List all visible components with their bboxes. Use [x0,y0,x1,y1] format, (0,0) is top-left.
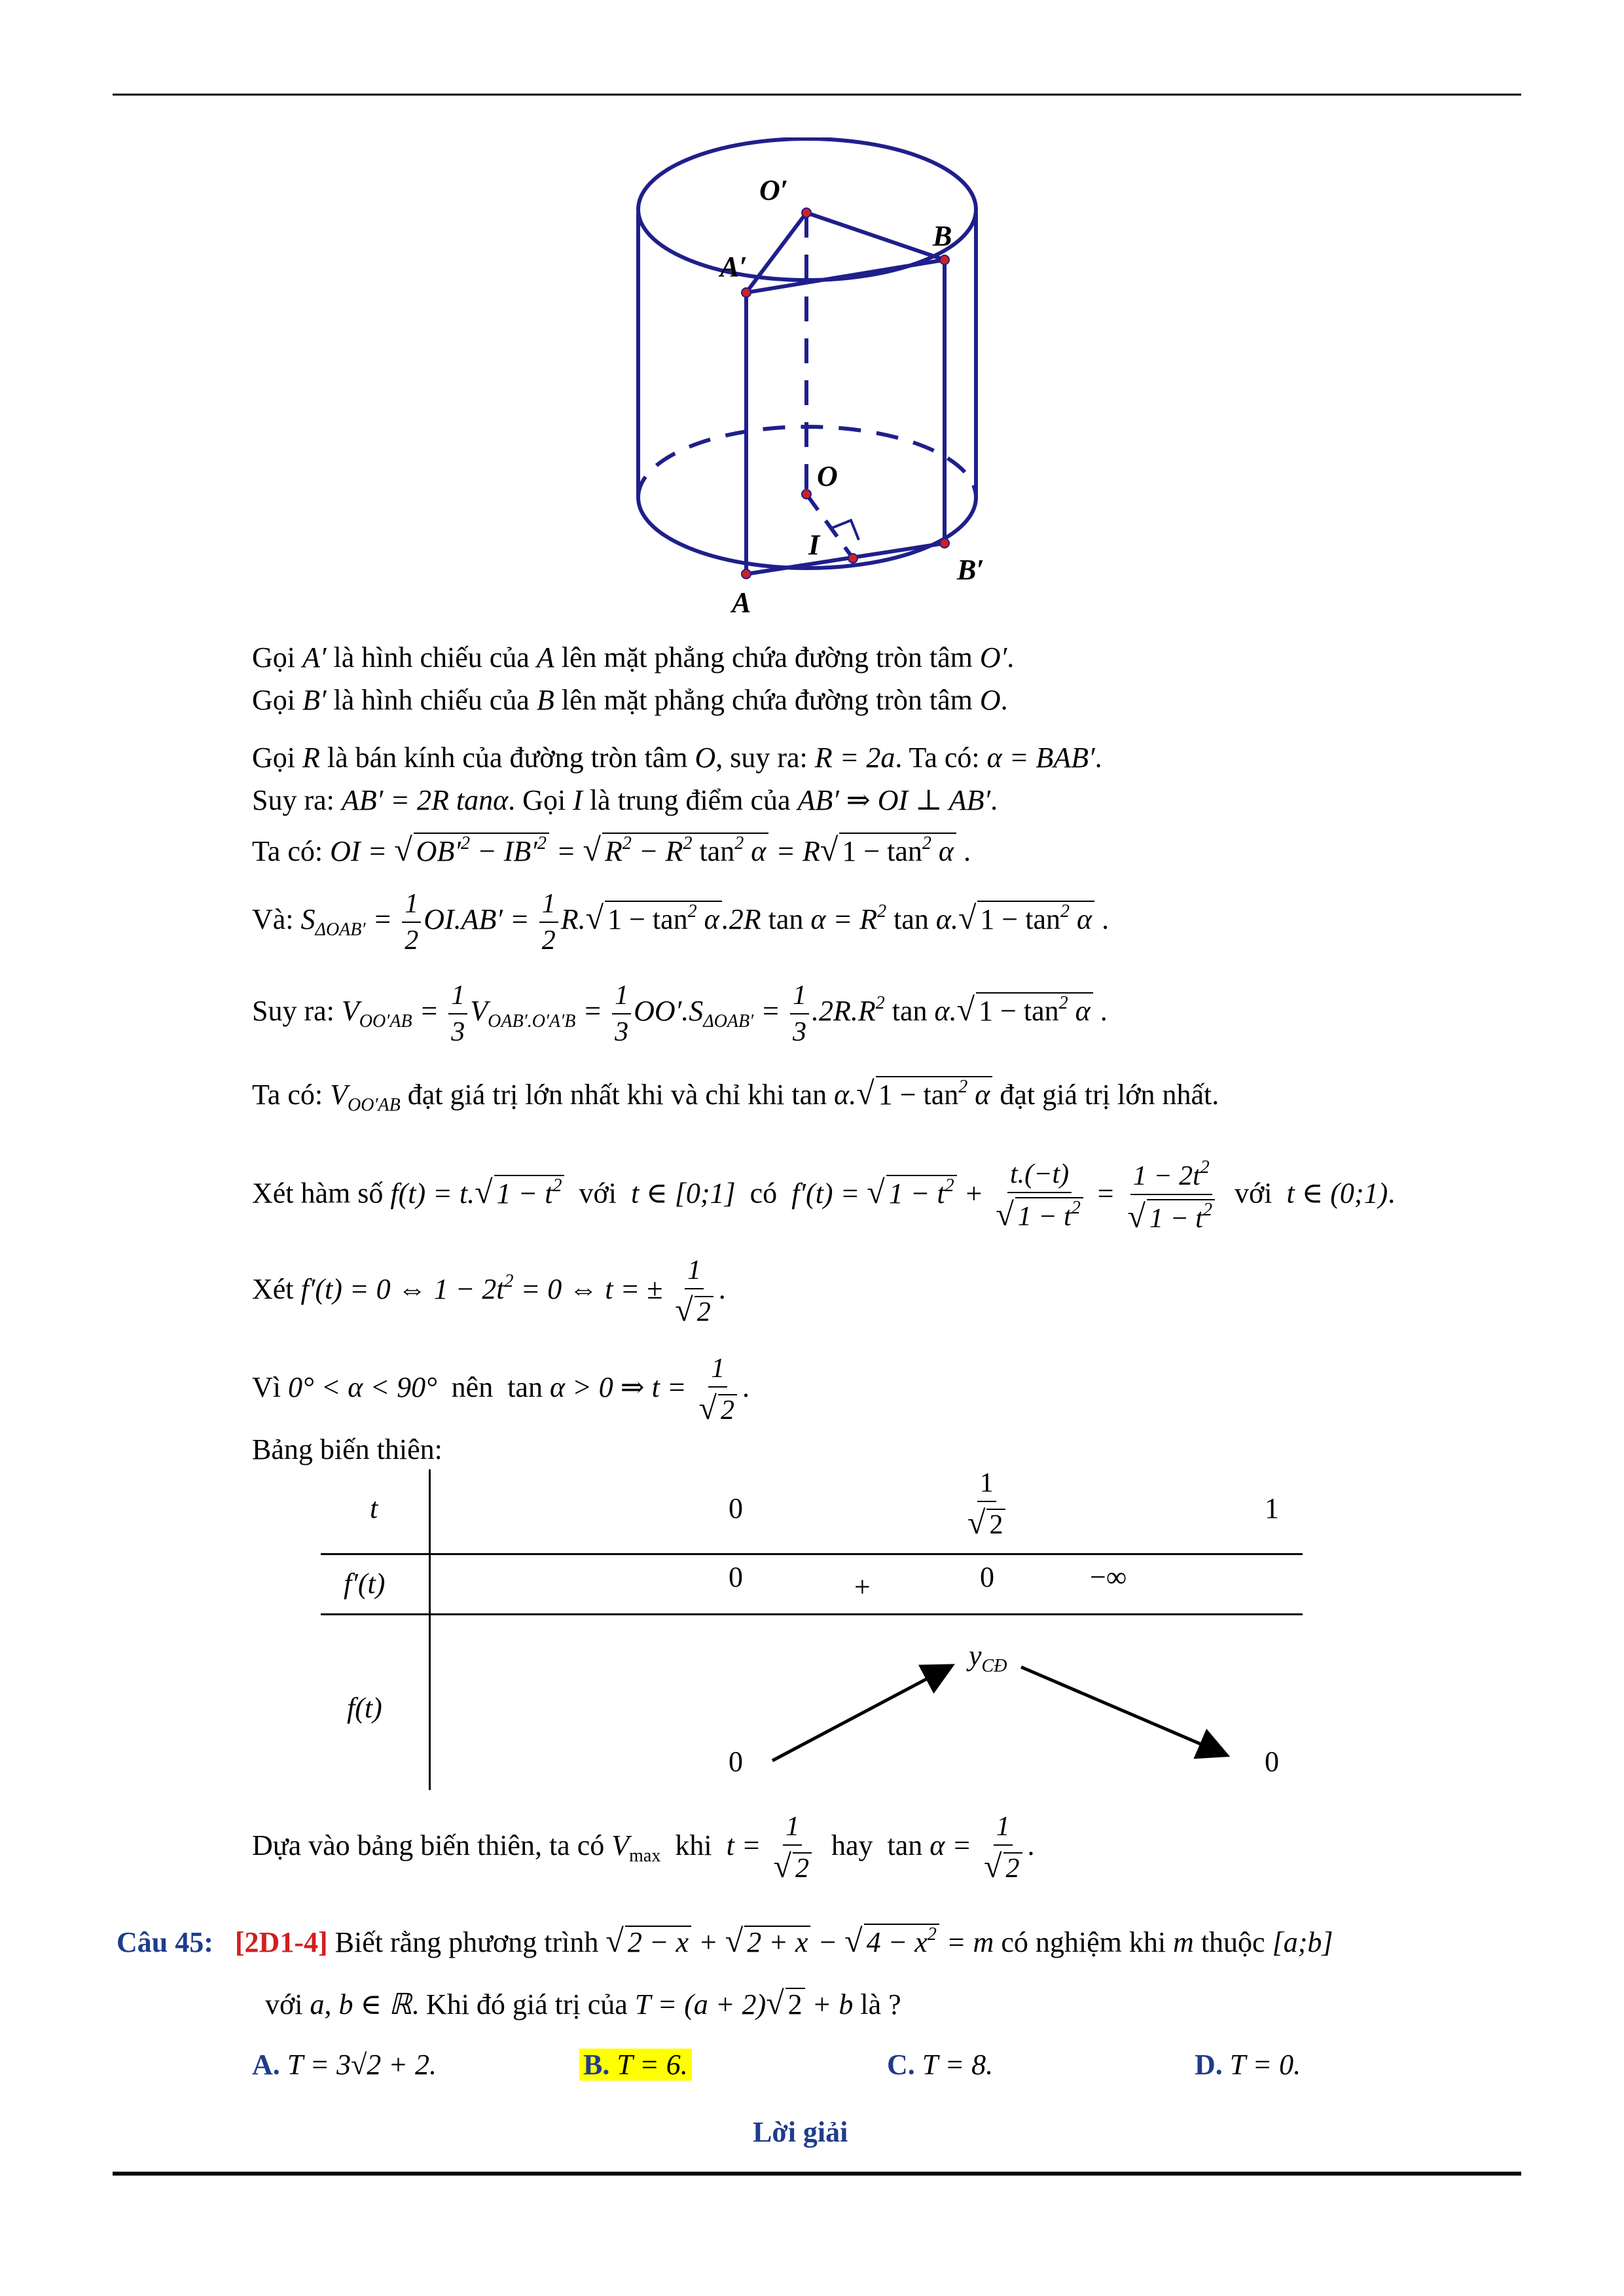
segment-ApB [746,260,945,293]
text-line-12: Bảng biến thiên: [252,1433,442,1465]
question-header: Câu 45: [2D1-4] Biết rằng phương trình √ 2 − x + √ 2 + x − √ $4 - x^2 = m$ có nghiệm khi m thuộc [a;b] [117,1922,1333,1959]
text-line-5: Ta có: OI = √ $OB'^2 - IB'^2$ = √ $R^2 - R^2$ $\tan^2 \alpha = R√$ $1 - \tan^2 \alpha$ . [252,831,971,868]
row-f-label: f(t) [347,1692,382,1724]
row-t-vmid: $\frac{1}{√ 2}$ [962,1469,1011,1540]
bottom-front-arc [638,497,976,568]
table-hline-2 [321,1613,1303,1615]
formula-S: $S_{\Delta OAB'}$ = $\frac{1}{2}$ OI.AB′ = $\frac{1}{2}$ R.√ $1 - \tan^2 \alpha.2R$ $\tan \alpha = R^2$ tan α.√ $1 - \tan^2 \alpha$ [301,903,1095,935]
row-f-top: $y_{CĐ}$ [969,1640,1007,1676]
text-line-6: Và: $S_{\Delta OAB'}$ = $\frac{1}{2}$ OI.AB′ = $\frac{1}{2}$ R.√ $1 - \tan^2 \alpha.2R$ $\tan \alpha = R^2$ tan α.√ $1 - \tan^2 \alpha$ . [252,889,1110,956]
text-line-1: Gọi A′ là hình chiếu của A lên mặt phẳng chứa đường tròn tâm O′. [252,641,1015,673]
solution-label: Lời giải [753,2116,848,2148]
row-fp-v0: 0 [729,1561,743,1593]
point-B [940,255,949,264]
arrow-down [1021,1667,1224,1754]
segment-OpB [806,213,945,260]
row-t-v1: 1 [1265,1492,1279,1524]
option-d[interactable]: D. T = 0. [1195,2049,1301,2081]
label-I: I [808,529,820,561]
variation-arrows [753,1649,1244,1780]
label-A-prime: A′ [720,251,748,283]
point-B-prime [940,539,949,548]
table-vline [429,1469,431,1790]
text-line-9: Xét hàm số f(t) = t.√ $1 - t^2$ với t ∈ [0;1] có f′(t) = √ $1 - t^2$ + $\frac{t.(-t)}{√ 1 - t^2}$ = $\frac{1 - 2t^2}{√ 1 - t^2}$ với t ∈ (0;1). [252,1157,1396,1234]
question-code: [2D1-4] [234,1926,328,1958]
row-fp-sign: + [854,1571,871,1603]
point-A [742,569,751,579]
text-line-13: Dựa vào bảng biến thiên, ta có $V_{max}$ khi t = $\frac{1}{√ 2}$ hay tan α = $\frac{1}{√ 2}$ . [252,1812,1035,1884]
label-B-prime: B′ [957,554,984,586]
point-I [848,554,857,563]
arrow-up [772,1667,949,1761]
row-fp-label: f′(t) [344,1568,386,1600]
text-line-3: Gọi R là bán kính của đường tròn tâm O, suy ra: R = 2a. Ta có: α = BAB′. [252,742,1102,774]
cylinder-figure [628,137,995,622]
text-line-4: Suy ra: AB′ = 2R tanα. Gọi I là trung điểm của AB′ ⇒ OI ⊥ AB′. [252,784,998,816]
bottom-rule [113,2172,1521,2176]
row-fp-vend: −∞ [1090,1561,1127,1593]
label-O: O [817,460,838,492]
text-line-10: Xét f′(t) = 0 ⇔ $1 - 2t^2 = 0$ ⇔ t = ± $\frac{1}{√ 2}$ . [252,1255,726,1328]
table-hline-1 [321,1553,1303,1555]
text-line-7: Suy ra: $V_{OO'AB}$ = $\frac{1}{3}$ $V_{OAB'.O'A'B}$ = $\frac{1}{3}$ $OO'.S_{\Delta OAB'}$ = $\frac{1}{3}$ $.2R.R^2$ tan α.√ $1 - \tan^2 \alpha$ . [252,980,1108,1047]
option-a[interactable]: A. T = 3√2 + 2. [252,2049,437,2081]
text-line-11: Vì 0° < α < 90° nên tan α > 0 ⇒ t = $\frac{1}{√ 2}$ . [252,1354,749,1426]
option-b[interactable]: B. T = 6. [579,2045,692,2085]
row-fp-vmid: 0 [980,1561,994,1593]
point-A-prime [742,288,751,297]
text-line-8: Ta có: $V_{OO'AB}$ đạt giá trị lớn nhất khi và chỉ khi tan α.√ $1 - \tan^2 \alpha$ đạt giá trị lớn nhất. [252,1075,1219,1115]
point-O [802,490,811,499]
row-f-right: 0 [1265,1746,1279,1778]
question-line-2: với a, b ∈ ℝ. Khi đó giá trị của T = (a + 2)√ 2 + b là ? [265,1984,901,2021]
question-number: Câu 45: [117,1926,213,1958]
row-f-left: 0 [729,1746,743,1778]
formula-OI: OI = √ $OB'^2 - IB'^2$ = √ $R^2 - R^2$ $\tan^2 \alpha = R√$ $1 - \tan^2 \alpha$ [330,835,956,867]
top-rule [113,94,1521,96]
label-B: B [933,220,952,252]
label-O-prime: O′ [759,174,789,206]
option-c[interactable]: C. T = 8. [887,2049,994,2081]
text-line-2: Gọi B′ là hình chiếu của B lên mặt phẳng chứa đường tròn tâm O. [252,684,1008,716]
formula-V: $V_{OO'AB}$ = $\frac{1}{3}$ $V_{OAB'.O'A'B}$ = $\frac{1}{3}$ $OO'.S_{\Delta OAB'}$ = $\frac{1}{3}$ $.2R.R^2$ tan α.√ $1 - \tan^2 \alpha$ [342,995,1093,1027]
label-A: A [732,586,751,619]
row-t-label: t [370,1492,378,1524]
row-t-v0: 0 [729,1492,743,1524]
point-O-prime [802,208,811,217]
